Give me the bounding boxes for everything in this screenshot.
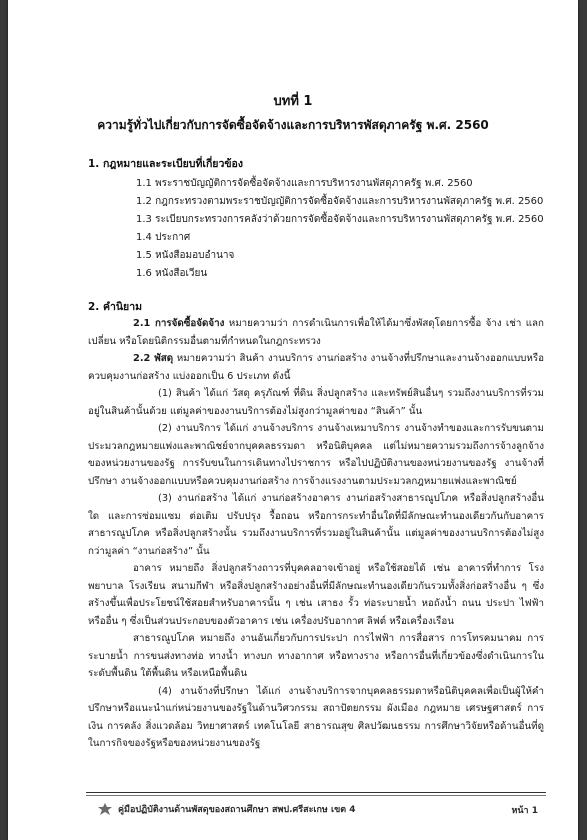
law-item: 1.3 ระเบียบกระทรวงการคลังว่าด้วยการจัดซื้อจัดจ้างและการบริหารงานพัสดุภาครัฐ พ.ศ. 2560	[136, 214, 544, 225]
paragraph-construction: (3) งานก่อสร้าง ได้แก่ งานก่อสร้างอาคาร งานก่อสร้างสาธารณูปโภค หรือสิ่งปลูกสร้างอื่นใด และการซ่อมแซม ต่อเติม ปรับปรุง รื้อถอน หรือการกระทำอื่นใดที่มีลักษณะทำนองเดียวกันกับอาคาร สาธารณูปโภค หรือสิ่งปลูกสร้างนั้น รวมถึงงานบริการที่รวมอยู่ในสินค้านั้น แต่มูลค่าของงานบริการต้องไม่สูงกว่ามูลค่า “งานก่อสร้าง” นั้น	[88, 493, 544, 557]
footer-divider	[86, 792, 546, 793]
paragraph-services: (2) งานบริการ ได้แก่ งานจ้างบริการ งานจ้างเหมาบริการ งานจ้างทำของและการรับขนตามประมวลกฎหมายแพ่งและพาณิชย์จากบุคคลธรรมดา หรือนิติบุคคล แต่ไม่หมายความรวมถึงการจ้างลูกจ้างของหน่วยงานของรัฐ การรับขนในการเดินทางไปราชการ หรือไปปฏิบัติงานของหน่วยงานของรัฐ งานจ้างที่ปรึกษา งานจ้างออกแบบหรือควบคุมงานก่อสร้าง การจ้างแรงงานตามประมวลกฎหมายแพ่งและพาณิชย์	[88, 423, 544, 487]
page-number: หน้า 1	[511, 806, 538, 816]
chapter-title: ความรู้ทั่วไปเกี่ยวกับการจัดซื้อจัดจ้างและการบริหารพัสดุภาครัฐ พ.ศ. 2560	[97, 118, 489, 132]
definition-text: หมายความว่า สินค้า งานบริการ งานก่อสร้าง งานจ้างที่ปรึกษาและงานจ้างออกแบบหรือควบคุมงานก่อสร้าง แบ่งออกเป็น 6 ประเภท ดังนี้	[88, 353, 545, 382]
section2-heading: 2. คำนิยาม	[88, 301, 143, 313]
law-item: 1.6 หนังสือเวียน	[136, 268, 208, 279]
definition-procurement	[88, 315, 544, 350]
chapter-heading: บทที่ 1	[273, 94, 313, 109]
definition-text: หมายความว่า การดำเนินการเพื่อให้ได้มาซึ่งพัสดุโดยการซื้อ จ้าง เช่า แลกเปลี่ยน หรือโดยนิติกรรมอื่นตามที่กำหนดในกฎกระทรวง	[88, 318, 544, 347]
term-supplies: 2.2 พัสดุ	[133, 353, 174, 364]
paragraph-utilities: สาธารณูปโภค หมายถึง งานอันเกี่ยวกับการประปา การไฟฟ้า การสื่อสาร การโทรคมนาคม การระบายน้ำ การขนส่งทางท่อ ทางน้ำ ทางบก ทางอากาศ หรือทางราง หรือการอื่นที่เกี่ยวข้องซึ่งดำเนินการในระดับพื้นดิน ใต้พื้นดิน หรือเหนือพื้นดิน	[88, 633, 544, 679]
section1-heading: 1. กฎหมายและระเบียบที่เกี่ยวข้อง	[88, 158, 243, 170]
document-page	[8, 0, 578, 840]
emblem-icon	[98, 803, 112, 815]
law-item: 1.1 พระราชบัญญัติการจัดซื้อจัดจ้างและการบริหารงานพัสดุภาครัฐ พ.ศ. 2560	[136, 178, 473, 189]
law-item: 1.4 ประกาศ	[136, 232, 191, 243]
law-item: 1.5 หนังสือมอบอำนาจ	[136, 250, 235, 261]
footer-divider-thin	[86, 795, 546, 796]
paragraph-consulting: (4) งานจ้างที่ปรึกษา ได้แก่ งานจ้างบริการจากบุคคลธรรมดาหรือนิติบุคคลเพื่อเป็นผู้ให้คำปรึกษาหรือแนะนำแก่หน่วยงานของรัฐในด้านวิศวกรรม สถาปัตยกรรม ผังเมือง กฎหมาย เศรษฐศาสตร์ การเงิน การคลัง สิ่งแวดล้อม วิทยาศาสตร์ เทคโนโลยี สาธารณสุข ศิลปวัฒนธรรม การศึกษาวิจัยหรือด้านอื่นที่ดูในการกิจของรัฐหรือของหน่วยงานของรัฐ	[88, 685, 544, 749]
law-item: 1.2 กฎกระทรวงตามพระราชบัญญัติการจัดซื้อจัดจ้างและการบริหารงานพัสดุภาครัฐ พ.ศ. 2560	[136, 196, 544, 207]
footer	[98, 802, 355, 816]
term-procurement: 2.1 การจัดซื้อจัดจ้าง	[133, 318, 225, 329]
paragraph-goods: (1) สินค้า ได้แก่ วัสดุ ครุภัณฑ์ ที่ดิน สิ่งปลูกสร้าง และทรัพย์สินอื่นๆ รวมถึงงานบริการที่รวมอยู่ในสินค้านั้นด้วย แต่มูลค่าของงานบริการต้องไม่สูงกว่ามูลค่าของ “สินค้า” นั้น	[88, 388, 544, 417]
paragraph-building: อาคาร หมายถึง สิ่งปลูกสร้างถาวรที่บุคคลอาจเข้าอยู่ หรือใช้สอยได้ เช่น อาคารที่ทำการ โรงพยาบาล โรงเรียน สนามกีฬา หรือสิ่งปลูกสร้างอย่างอื่นที่มีลักษณะทำนองเดียวกันรวมทั้งสิ่งก่อสร้างอื่น ๆ ซึ่งสร้างขึ้นเพื่อประโยชน์ใช้สอยสำหรับอาคารนั้น ๆ เช่น เสาธง รั้ว ท่อระบายน้ำ หอถังน้ำ ถนน ประปา ไฟฟ้า หรืออื่น ๆ ซึ่งเป็นส่วนประกอบของตัวอาคาร เช่น เครื่องปรับอากาศ ลิฟต์ หรือเครื่องเรือน	[88, 563, 544, 627]
footer-text: คู่มือปฏิบัติงานด้านพัสดุของสถานศึกษา สพป.ศรีสะเกษ เขต 4	[118, 805, 356, 815]
definition-supplies	[88, 350, 544, 385]
definitions-body	[88, 315, 544, 753]
